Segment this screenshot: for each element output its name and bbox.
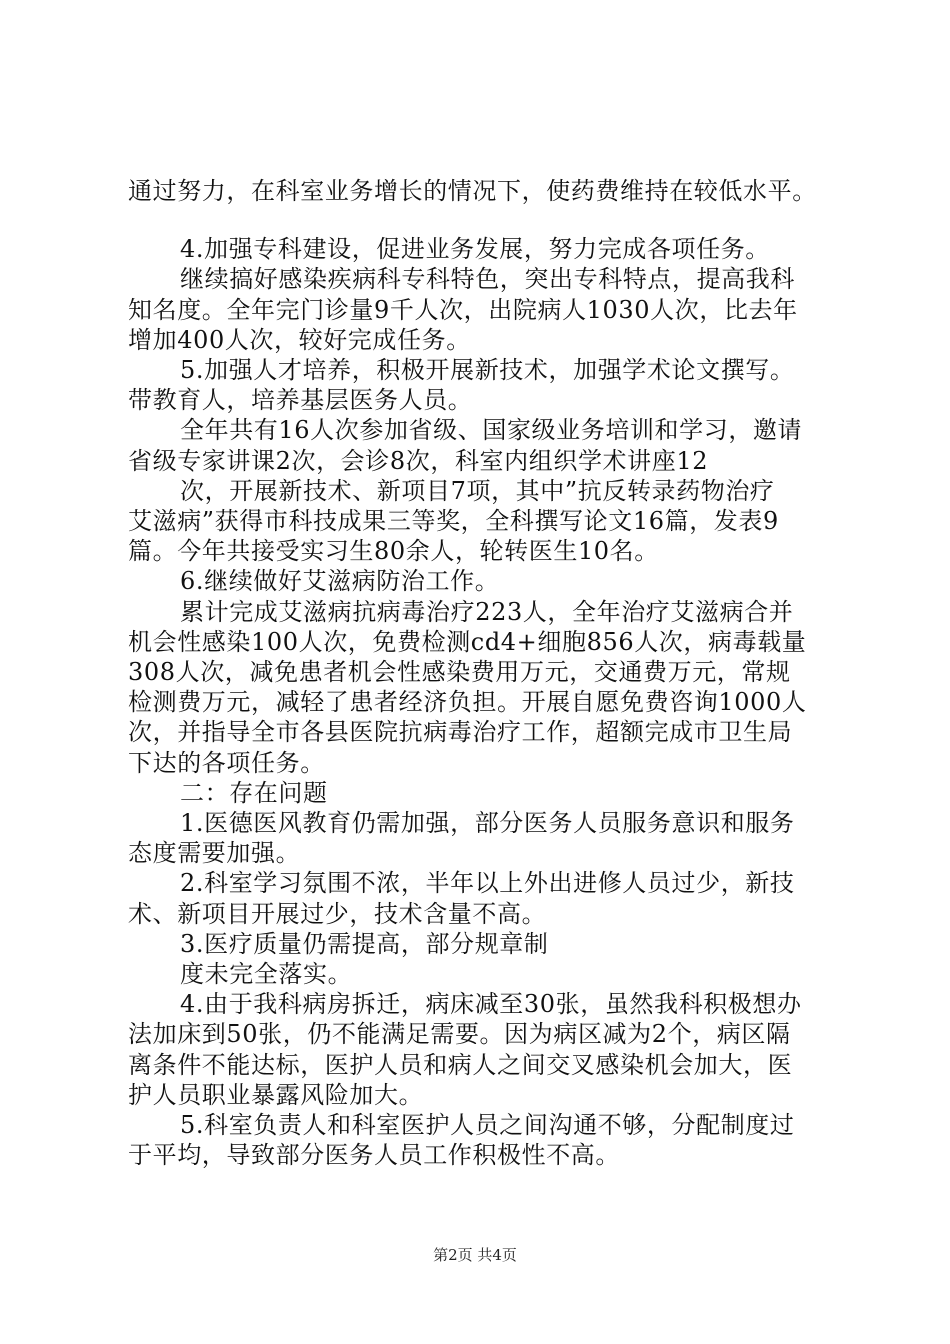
text-line: 离条件不能达标，医护人员和病人之间交叉感染机会加大，医 [128, 1050, 793, 1079]
paragraph-gap [128, 206, 838, 234]
text-line: 次，并指导全市各县医院抗病毒治疗工作，超额完成市卫生局 [128, 718, 793, 747]
document-body [128, 176, 838, 1171]
text-line: 艾滋病”获得市科技成果三等奖，全科撰写论文16篇，发表9 [128, 507, 779, 536]
section-heading: 二：存在问题 [180, 778, 328, 807]
text-line: 知名度。全年完门诊量9千人次，出院病人1030人次，比去年 [128, 295, 798, 324]
text-line: 继续搞好感染疾病科专科特色，突出专科特点，提高我科 [180, 265, 795, 294]
text-line: 5.加强人才培养，积极开展新技术，加强学术论文撰写。 [180, 356, 795, 385]
text-line: 累计完成艾滋病抗病毒治疗223人，全年治疗艾滋病合并 [180, 597, 794, 626]
text-line: 省级专家讲课2次，会诊8次，科室内组织学术讲座12 [128, 446, 709, 475]
text-line: 2.科室学习氛围不浓，半年以上外出进修人员过少，新技 [180, 869, 795, 898]
text-line: 机会性感染100人次，免费检测cd4+细胞856人次，病毒载量 [128, 627, 807, 656]
page-footer [0, 1244, 950, 1265]
text-line: 增加400人次，较好完成任务。 [128, 325, 471, 354]
text-line: 全年共有16人次参加省级、国家级业务培训和学习，邀请 [180, 416, 803, 445]
text-line: 次，开展新技术、新项目7项，其中”抗反转录药物治疗 [180, 476, 775, 505]
text-line: 6.继续做好艾滋病防治工作。 [180, 567, 500, 596]
text-line: 于平均，导致部分医务人员工作积极性不高。 [128, 1141, 620, 1170]
text-line: 5.科室负责人和科室医护人员之间沟通不够，分配制度过 [180, 1111, 795, 1140]
text-line: 篇。今年共接受实习生80余人，轮转医生10名。 [128, 537, 659, 566]
text-line: 3.医疗质量仍需提高，部分规章制 [180, 929, 549, 958]
text-line: 法加床到50张，仍不能满足需要。因为病区减为2个，病区隔 [128, 1020, 791, 1049]
text-line: 308人次，减免患者机会性感染费用万元，交通费万元，常规 [128, 658, 791, 687]
text-line: 态度需要加强。 [128, 839, 301, 868]
text-line: 4.加强专科建设，促进业务发展，努力完成各项任务。 [180, 235, 770, 264]
text-line: 术、新项目开展过少，技术含量不高。 [128, 899, 547, 928]
text-line: 护人员职业暴露风险加大。 [128, 1080, 424, 1109]
text-line: 检测费万元，减轻了患者经济负担。开展自愿免费咨询1000人 [128, 688, 807, 717]
page-number-label: 第2页 共4页 [433, 1246, 517, 1264]
text-line: 1.医德医风教育仍需加强，部分医务人员服务意识和服务 [180, 809, 795, 838]
text-line: 带教育人，培养基层医务人员。 [128, 386, 473, 415]
text-line: 4.由于我科病房拆迁，病床减至30张，虽然我科积极想办 [180, 990, 802, 1019]
text-line: 通过努力，在科室业务增长的情况下，使药费维持在较低水平。 [128, 177, 817, 205]
text-line: 下达的各项任务。 [128, 748, 325, 777]
text-line: 度未完全落实。 [180, 960, 353, 989]
